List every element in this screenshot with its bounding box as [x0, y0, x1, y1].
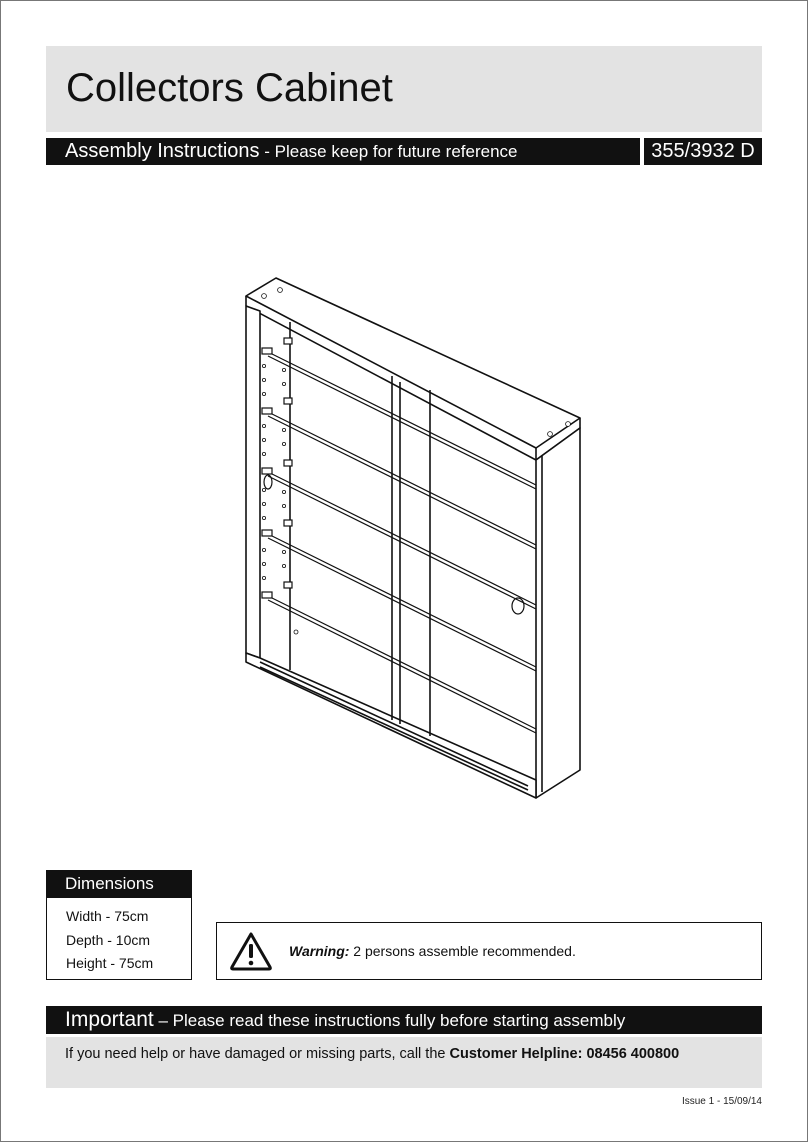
warning-text: 2 persons assemble recommended. — [349, 943, 576, 959]
dimensions-heading: Dimensions — [46, 870, 192, 898]
warning-box — [216, 922, 762, 980]
cabinet-left-side — [246, 306, 260, 658]
warning-label: Warning: — [289, 943, 350, 959]
issue-date: Issue 1 - 15/09/14 — [681, 1096, 762, 1107]
dimension-width: Width - 75cm — [66, 908, 149, 924]
dimensions-box — [46, 898, 192, 980]
cabinet-illustration — [230, 270, 590, 810]
helpline-text: If you need help or have damaged or missing parts, call the — [65, 1046, 450, 1062]
warning-message — [289, 943, 576, 959]
cabinet-top-panel — [246, 278, 580, 448]
title-band — [46, 46, 762, 132]
dimension-depth: Depth - 10cm — [66, 931, 151, 948]
cabinet-base — [246, 653, 536, 798]
dimension-height: Height - 75cm — [66, 955, 154, 971]
subheader-main-label: Assembly Instructions — [65, 140, 260, 162]
product-code: 355/3932 D — [644, 138, 762, 165]
subheader-bar — [46, 138, 640, 165]
warning-triangle-icon — [229, 931, 273, 971]
important-bar — [46, 1006, 762, 1034]
document-title: Collectors Cabinet — [66, 66, 393, 110]
subheader-note: - Please keep for future reference — [259, 142, 518, 161]
important-note: – Please read these instructions fully before starting assembly — [153, 1011, 626, 1030]
important-label: Important — [65, 1008, 154, 1031]
helpline-band — [46, 1037, 762, 1088]
helpline-number: Customer Helpline: 08456 400800 — [449, 1046, 680, 1062]
